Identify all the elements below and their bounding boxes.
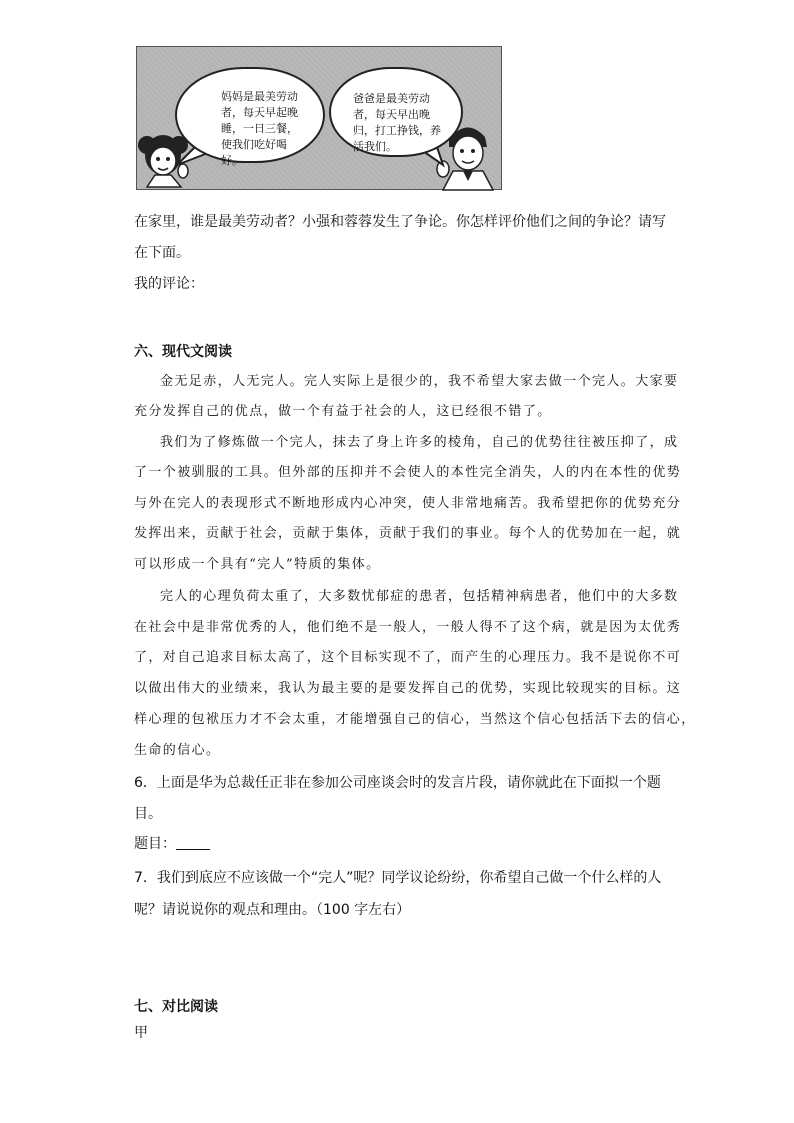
question6-line2: 目。: [134, 806, 162, 822]
passage-line: 了一个被驯服的工具。但外部的压抑并不会使人的本性完全消失，人的内在本性的优势: [134, 465, 682, 480]
question5-line2: 在下面。: [134, 245, 190, 261]
passage-line: 充分发挥自己的优点，做一个有益于社会的人，这已经很不错了。: [134, 404, 552, 419]
passage-line: 金无足赤，人无完人。完人实际上是很少的，我不希望大家去做一个完人。大家要: [160, 374, 679, 389]
passage-line: 与外在完人的表现形式不断地形成内心冲突，使人非常地痛苦。我希望把你的优势充分: [134, 496, 682, 511]
question6-line1: 6．上面是华为总裁任正非在参加公司座谈会时的发言片段，请你就此在下面拟一个题: [134, 775, 661, 791]
left-speech-bubble: 妈妈是最美劳动者，每天早起晚睡，一日三餐，使我们吃好喝好。: [175, 67, 325, 163]
comic-illustration: [136, 46, 502, 190]
title-label: 题目：: [134, 836, 176, 852]
passage-line: 在社会中是非常优秀的人，他们绝不是一般人，一般人得不了这个病，就是因为太优秀: [134, 620, 682, 635]
passage-line: 我们为了修炼做一个完人，抹去了身上许多的棱角，自己的优势往往被压抑了，成: [160, 435, 679, 450]
passage-line: 发挥出来，贡献于社会，贡献于集体，贡献于我们的事业。每个人的优势加在一起，就: [134, 526, 682, 541]
passage-line: 可以形成一个具有“完人”特质的集体。: [134, 557, 381, 572]
right-speech-bubble: 爸爸是最美劳动者，每天早出晚归，打工挣钱，养活我们。: [329, 67, 463, 157]
section7-sub: 甲: [134, 1025, 148, 1041]
question6-answer-row: [134, 834, 210, 854]
passage-line: 样心理的包袱压力才不会太重，才能增强自己的信心，当然这个信心包括活下去的信心，: [134, 712, 696, 727]
question5-line1: 在家里，谁是最美劳动者？小强和蓉蓉发生了争论。你怎样评价他们之间的争论？请写: [134, 214, 666, 230]
title-answer-blank[interactable]: [176, 835, 210, 850]
section6-title: 六、现代文阅读: [134, 344, 232, 360]
comment-label: 我的评论：: [134, 276, 204, 292]
passage-line: 完人的心理负荷太重了，大多数忧郁症的患者，包括精神病患者，他们中的大多数: [160, 589, 679, 604]
passage-line: 以做出伟大的业绩来，我认为最主要的是要发挥自己的优势，实现比较现实的目标。这: [134, 681, 682, 696]
question7-line2: 呢？请说说你的观点和理由。（100 字左右）: [134, 902, 411, 918]
passage-line: 了，对自己追求目标太高了，这个目标实现不了，而产生的心理压力。我不是说你不可: [134, 650, 682, 665]
passage-line: 生命的信心。: [134, 743, 221, 758]
section7-title: 七、对比阅读: [134, 999, 218, 1015]
question7-line1: 7．我们到底应不应该做一个“完人”呢？同学议论纷纷，你希望自己做一个什么样的人: [134, 870, 662, 886]
